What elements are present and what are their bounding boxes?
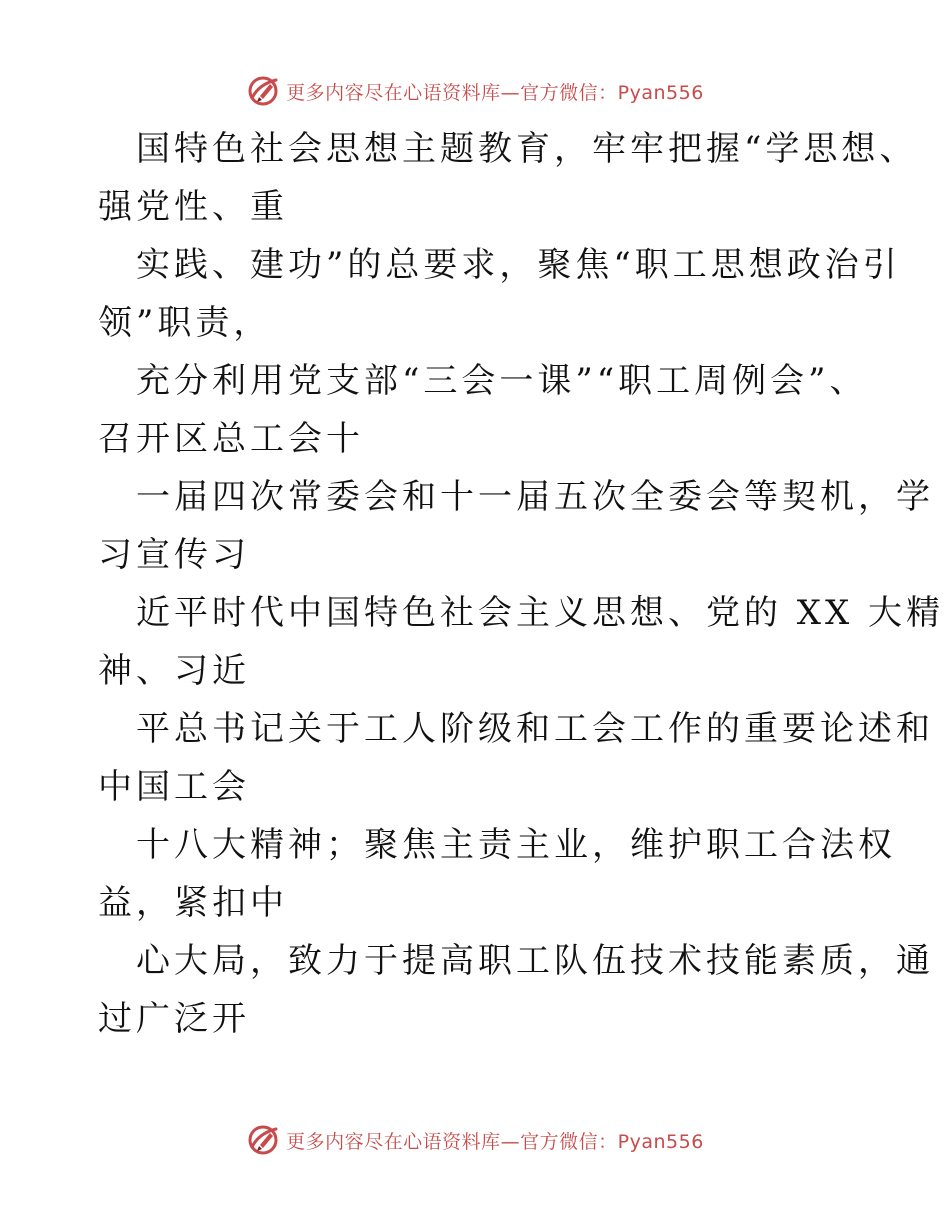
- pen-swirl-logo-icon: [246, 1123, 280, 1157]
- text-line: 强党性、重: [98, 187, 288, 227]
- watermark-text: 更多内容尽在心语资料库—官方微信：Pyan556: [286, 1130, 704, 1153]
- text-line: 实践、建功”的总要求，聚焦“职工思想政治引: [136, 245, 901, 285]
- text-line: 一届四次常委会和十一届五次全委会等契机，学: [136, 477, 934, 517]
- text-line: 国特色社会思想主题教育，牢牢把握“学思想、: [136, 129, 918, 169]
- text-line: 近平时代中国特色社会主义思想、党的 XX 大精: [136, 593, 945, 633]
- text-line: 心大局，致力于提高职工队伍技术技能素质，通: [136, 941, 934, 981]
- text-line: 中国工会: [98, 767, 250, 807]
- footer-watermark: [0, 1120, 950, 1160]
- text-line: 益，紧扣中: [98, 883, 288, 923]
- watermark-text: 更多内容尽在心语资料库—官方微信：Pyan556: [286, 81, 704, 104]
- document-body: [98, 120, 945, 1048]
- text-line: 习宣传习: [98, 535, 250, 575]
- text-line: 领”职责，: [98, 303, 272, 343]
- text-line: 平总书记关于工人阶级和工会工作的重要论述和: [136, 709, 934, 749]
- text-line: 召开区总工会十: [98, 419, 364, 459]
- text-line: 十八大精神；聚焦主责主业，维护职工合法权: [136, 825, 896, 865]
- pen-swirl-logo-icon: [246, 74, 280, 108]
- text-line: 充分利用党支部“三会一课”“职工周例会”、: [136, 361, 868, 401]
- text-line: 神、习近: [98, 651, 250, 691]
- header-watermark: [0, 71, 950, 111]
- text-line: 过广泛开: [98, 999, 250, 1039]
